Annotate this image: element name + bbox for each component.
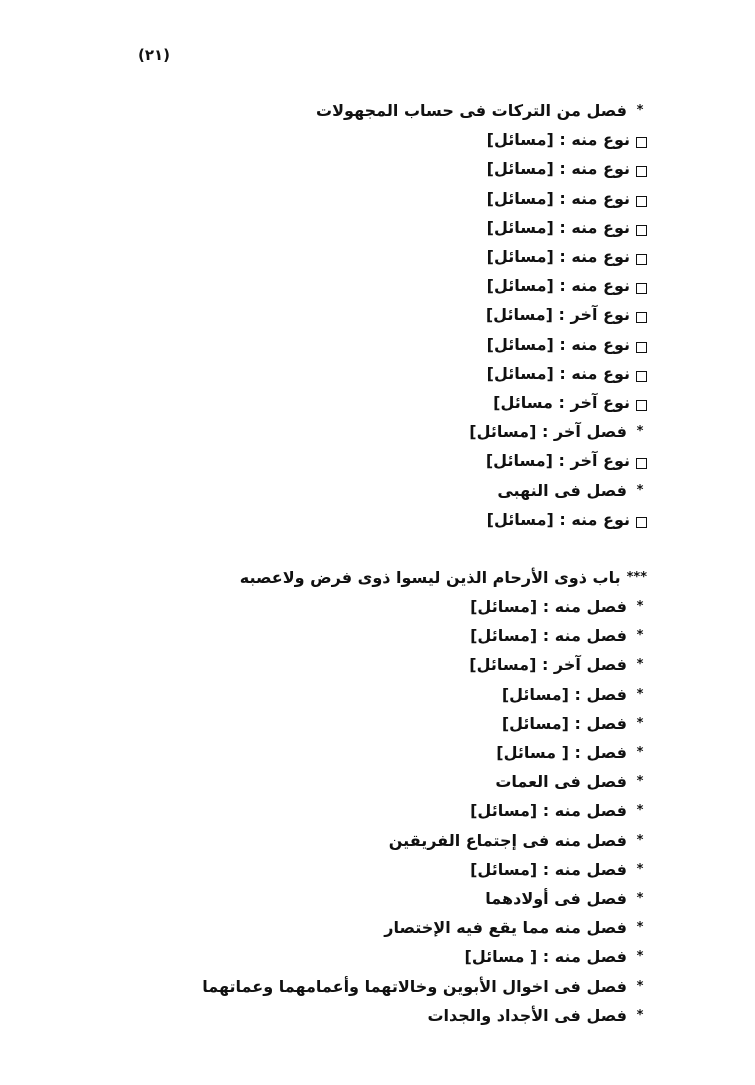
entry-text: فصل آخر : [مسائل] bbox=[469, 422, 627, 442]
checkbox-square-icon bbox=[636, 283, 647, 294]
section-heading bbox=[87, 1001, 647, 1030]
checkbox-square-icon bbox=[636, 137, 647, 148]
section-heading bbox=[87, 913, 647, 942]
list-item bbox=[87, 242, 647, 271]
checkbox-square-icon bbox=[636, 342, 647, 353]
triple-asterisk-icon: *** bbox=[626, 569, 647, 585]
asterisk-icon: * bbox=[636, 949, 644, 965]
entry-text: فصل : [مسائل] bbox=[501, 684, 627, 704]
section-dhawi-al-arham bbox=[87, 563, 647, 1030]
checkbox-square-icon bbox=[636, 458, 647, 469]
entry-text: فصل منه : [مسائل] bbox=[470, 801, 627, 821]
asterisk-icon: * bbox=[636, 686, 644, 702]
entry-text: نوع آخر : [مسائل] bbox=[485, 451, 630, 471]
entry-text: نوع منه : [مسائل] bbox=[486, 276, 630, 296]
entry-text: نوع منه : [مسائل] bbox=[486, 334, 630, 354]
asterisk-icon: * bbox=[636, 832, 644, 848]
asterisk-icon: * bbox=[636, 103, 644, 119]
section-heading bbox=[87, 96, 647, 125]
asterisk-icon: * bbox=[636, 628, 644, 644]
list-item bbox=[87, 271, 647, 300]
list-item bbox=[87, 388, 647, 417]
asterisk-icon: * bbox=[636, 424, 644, 440]
entry-text: فصل آخر : [مسائل] bbox=[469, 655, 627, 675]
section-heading bbox=[87, 738, 647, 767]
checkbox-square-icon bbox=[636, 225, 647, 236]
checkbox-square-icon bbox=[636, 166, 647, 177]
asterisk-icon: * bbox=[636, 920, 644, 936]
entry-text: فصل فى الأجداد والجدات bbox=[427, 1005, 627, 1025]
entry-text: فصل فى اخوال الأبوين وخالاتهما وأعمامهما وعماتهما bbox=[202, 976, 627, 996]
section-heading bbox=[87, 855, 647, 884]
entry-text: فصل منه : [ مسائل] bbox=[464, 947, 627, 967]
asterisk-icon: * bbox=[636, 803, 644, 819]
section-heading bbox=[87, 826, 647, 855]
asterisk-icon: * bbox=[636, 599, 644, 615]
entry-text: فصل : [مسائل] bbox=[501, 713, 627, 733]
asterisk-icon: * bbox=[636, 890, 644, 906]
section-heading bbox=[87, 417, 647, 446]
entry-text: فصل فى أولادهما bbox=[485, 888, 627, 908]
section-heading bbox=[87, 767, 647, 796]
entry-text: نوع آخر : [مسائل] bbox=[485, 305, 630, 325]
checkbox-square-icon bbox=[636, 371, 647, 382]
entry-text: نوع منه : [مسائل] bbox=[486, 159, 630, 179]
entry-text: فصل منه : [مسائل] bbox=[470, 859, 627, 879]
list-item bbox=[87, 505, 647, 534]
asterisk-icon: * bbox=[636, 861, 644, 877]
list-item bbox=[87, 213, 647, 242]
entry-text: نوع منه : [مسائل] bbox=[486, 509, 630, 529]
entry-text: فصل : [ مسائل] bbox=[496, 743, 627, 763]
list-item bbox=[87, 125, 647, 154]
checkbox-square-icon bbox=[636, 400, 647, 411]
entry-text: فصل منه : [مسائل] bbox=[470, 597, 627, 617]
asterisk-icon: * bbox=[636, 482, 644, 498]
checkbox-square-icon bbox=[636, 312, 647, 323]
table-of-contents bbox=[87, 96, 647, 1030]
list-item bbox=[87, 184, 647, 213]
entry-text: فصل فى العمات bbox=[495, 772, 627, 792]
asterisk-icon: * bbox=[636, 745, 644, 761]
entry-text: نوع منه : [مسائل] bbox=[486, 130, 630, 150]
checkbox-square-icon bbox=[636, 254, 647, 265]
page-number: (٢١) bbox=[138, 46, 171, 64]
entry-text: نوع آخر : مسائل] bbox=[493, 392, 630, 412]
entry-text: فصل منه : [مسائل] bbox=[470, 626, 627, 646]
section-heading bbox=[87, 796, 647, 825]
asterisk-icon: * bbox=[636, 978, 644, 994]
entry-text: باب ذوى الأرحام الذين ليسوا ذوى فرض ولاعصبه bbox=[239, 567, 621, 587]
asterisk-icon: * bbox=[636, 774, 644, 790]
section-heading bbox=[87, 475, 647, 504]
asterisk-icon: * bbox=[636, 715, 644, 731]
list-item bbox=[87, 300, 647, 329]
checkbox-square-icon bbox=[636, 196, 647, 207]
entry-text: نوع منه : [مسائل] bbox=[486, 247, 630, 267]
entry-text: نوع منه : [مسائل] bbox=[486, 363, 630, 383]
section-heading bbox=[87, 592, 647, 621]
section-heading bbox=[87, 884, 647, 913]
asterisk-icon: * bbox=[636, 1007, 644, 1023]
section-heading bbox=[87, 942, 647, 971]
asterisk-icon: * bbox=[636, 657, 644, 673]
section-heading bbox=[87, 650, 647, 679]
entry-text: نوع منه : [مسائل] bbox=[486, 217, 630, 237]
list-item bbox=[87, 359, 647, 388]
section-heading bbox=[87, 709, 647, 738]
section-heading bbox=[87, 621, 647, 650]
entry-text: فصل منه مما يقع فيه الإختصار bbox=[384, 918, 627, 938]
entry-text: فصل منه فى إجتماع الفريقين bbox=[388, 830, 627, 850]
section-inheritance-unknowns bbox=[87, 96, 647, 534]
entry-text: فصل من التركات فى حساب المجهولات bbox=[316, 101, 627, 121]
list-item bbox=[87, 154, 647, 183]
chapter-heading bbox=[87, 563, 647, 592]
list-item bbox=[87, 446, 647, 475]
list-item bbox=[87, 330, 647, 359]
section-heading bbox=[87, 680, 647, 709]
entry-text: نوع منه : [مسائل] bbox=[486, 188, 630, 208]
checkbox-square-icon bbox=[636, 517, 647, 528]
entry-text: فصل فى النهبى bbox=[497, 480, 627, 500]
section-heading bbox=[87, 971, 647, 1000]
